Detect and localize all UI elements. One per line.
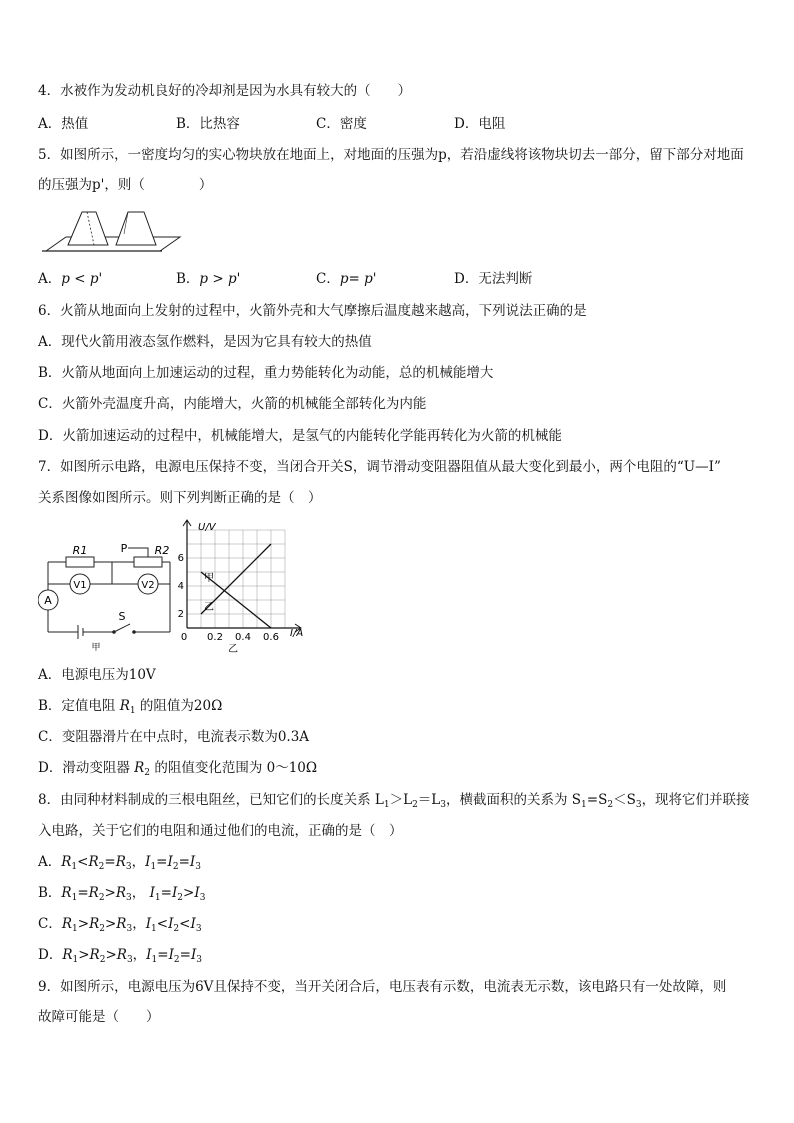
q9-stem-line1: 9．如图所示，电源电压为6V且保持不变，当开关闭合后，电压表有示数，电流表无示数，该电路只有一处故障，则 <box>38 979 727 995</box>
q4-option-d[interactable]: D．电阻 <box>454 116 506 132</box>
q6-option-d[interactable]: D．火箭加速运动的过程中，机械能增大，是氢气的内能转化学能再转化为火箭的机械能 <box>38 428 562 444</box>
q4-option-c[interactable]: C．密度 <box>316 116 367 132</box>
q6-option-a[interactable]: A．现代火箭用液态氢作燃料，是因为它具有较大的热值 <box>38 334 372 350</box>
xtick-0.2: 0.2 <box>207 632 223 643</box>
q7-ui-graph <box>178 518 328 658</box>
q5-option-a[interactable]: A．p < p' <box>38 271 103 287</box>
xtick-0: 0 <box>180 632 188 643</box>
circuit-label-a: A <box>44 594 52 607</box>
q4-stem: 4．水被作为发动机良好的冷却剂是因为水具有较大的（ ） <box>38 83 412 99</box>
q7-stem-line2: 关系图像如图所示。则下列判断正确的是（ ） <box>38 490 322 506</box>
ytick-2: 2 <box>178 609 184 620</box>
q5-option-b[interactable]: B．p > p' <box>176 271 241 287</box>
q6-stem: 6．火箭从地面向上发射的过程中，火箭外壳和大气摩擦后温度越来越高，下列说法正确的是 <box>38 303 587 319</box>
xtick-0.6: 0.6 <box>263 632 279 643</box>
q8-option-d[interactable]: D．$R_1>R_2>R_3$，$I_1=I_2=I_3$ <box>38 947 203 965</box>
q5-stem-line2: 的压强为p'，则（ ） <box>38 177 213 193</box>
q7-option-d[interactable]: D．滑动变阻器 $R_2$ 的阻值变化范围为 0～10Ω <box>38 760 318 778</box>
ytick-4: 4 <box>178 581 184 592</box>
q7-circuit-diagram <box>38 540 178 652</box>
graph-caption: 乙 <box>228 644 238 655</box>
q7-option-c[interactable]: C．变阻器滑片在中点时，电流表示数为0.3A <box>38 729 310 745</box>
q8-stem-line1: 8．由同种材料制成的三根电阻丝，已知它们的长度关系 $L_1>L_2=L_3$，横截面积的关系为 $S_1=S_2<S_3$，现将它们并联接 <box>38 792 750 810</box>
q5-option-c[interactable]: C．p= p' <box>316 271 377 287</box>
q4-option-a[interactable]: A．热值 <box>38 116 89 132</box>
q7-stem-line1: 7．如图所示电路，电源电压保持不变，当闭合开关S，调节滑动变阻器阻值从最大变化到最小，两个电阻的“U—I” <box>38 459 721 475</box>
q7-option-a[interactable]: A．电源电压为10V <box>38 667 156 683</box>
graph-label-yi: 乙 <box>204 602 214 613</box>
q5-option-d[interactable]: D．无法判断 <box>454 271 533 287</box>
circuit-label-r1: R1 <box>72 544 88 557</box>
q8-option-a[interactable]: A．$R_1<R_2=R_3$，$I_1=I_2=I_3$ <box>38 854 201 872</box>
q4-option-b[interactable]: B．比热容 <box>176 116 240 132</box>
ytick-6: 6 <box>178 553 184 564</box>
q6-option-b[interactable]: B．火箭从地面向上加速运动的过程，重力势能转化为动能，总的机械能增大 <box>38 365 494 381</box>
q8-stem-line2: 入电路，关于它们的电阻和通过他们的电流，正确的是（ ） <box>38 823 403 839</box>
q5-block-figure <box>38 204 183 256</box>
circuit-caption: 甲 <box>91 643 101 652</box>
q9-stem-line2: 故障可能是（ ） <box>38 1009 160 1025</box>
q8-option-c[interactable]: C．$R_1>R_2>R_3$，$I_1<I_2<I_3$ <box>38 916 202 934</box>
q6-option-c[interactable]: C．火箭外壳温度升高，内能增大，火箭的机械能全部转化为内能 <box>38 396 427 412</box>
circuit-label-r2: R2 <box>154 544 170 557</box>
graph-ylabel: U/V <box>198 522 216 533</box>
circuit-label-s: S <box>118 610 126 623</box>
q5-stem-line1: 5．如图所示，一密度均匀的实心物块放在地面上，对地面的压强为p，若沿虚线将该物块切去一部分，留下部分对地面 <box>38 147 744 163</box>
circuit-label-v2: V2 <box>141 580 155 591</box>
graph-xlabel: I/A <box>290 628 304 639</box>
circuit-label-v1: V1 <box>73 580 87 591</box>
graph-label-jia: 甲 <box>204 573 214 584</box>
q7-option-b[interactable]: B．定值电阻 $R_1$ 的阻值为20Ω <box>38 698 223 716</box>
q8-option-b[interactable]: B．$R_1=R_2>R_3$， $I_1=I_2>I_3$ <box>38 885 206 903</box>
circuit-label-p: P <box>120 542 128 555</box>
xtick-0.4: 0.4 <box>235 632 251 643</box>
